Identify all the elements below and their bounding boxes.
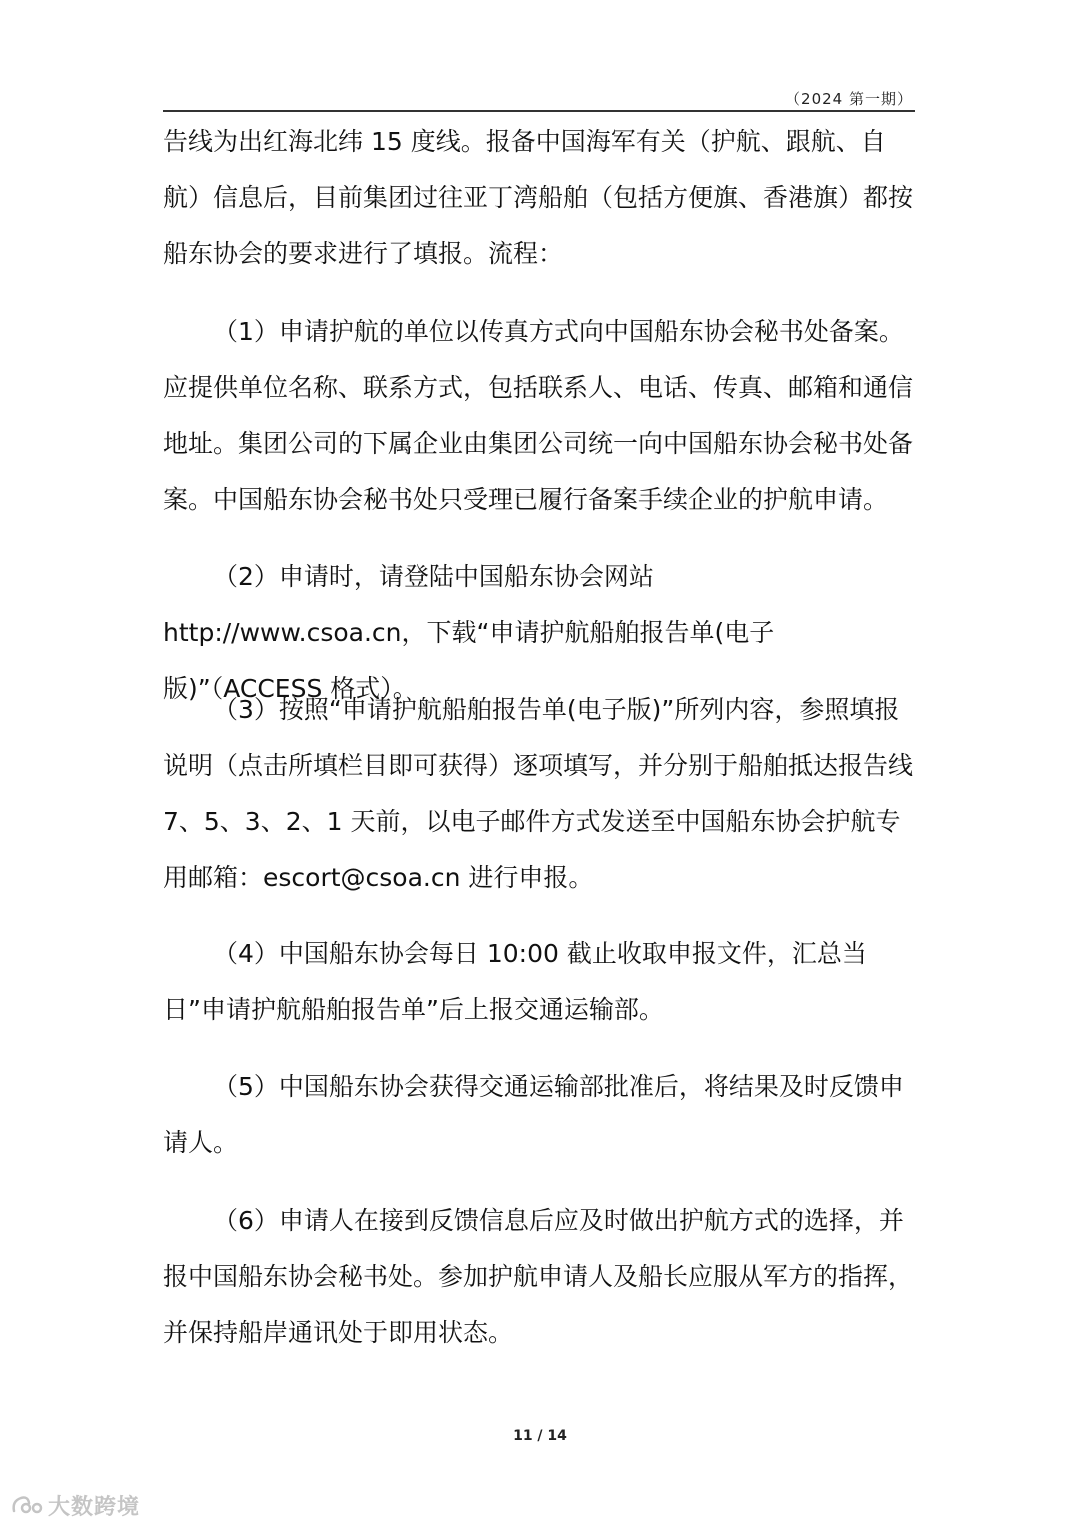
paragraph-step-4: （4）中国船东协会每日 10:00 截止收取申报文件，汇总当日”申请护航船舶报告单”后上报交通运输部。 — [163, 939, 867, 1024]
paragraph-step-6: （6）申请人在接到反馈信息后应及时做出护航方式的选择，并报中国船东协会秘书处。参加护航申请人及船长应服从军方的指挥，并保持船岸通讯处于即用状态。 — [163, 1206, 914, 1347]
paragraph-step-5: （5）中国船东协会获得交通运输部批准后，将结果及时反馈申请人。 — [163, 1072, 904, 1157]
watermark — [10, 1490, 140, 1520]
paragraph-step-3: （3）按照“申请护航船舶报告单(电子版)”所列内容，参照填报说明（点击所填栏目即可获得）逐项填写，并分别于船舶抵达报告线 7、5、3、2、1 天前，以电子邮件方式发送至中国船东协会护航专用邮箱：escort@csoa.cn 进行申报。 — [163, 695, 914, 892]
issue-label: （2024 第一期） — [785, 90, 913, 108]
watermark-text: 大数跨境 — [48, 1494, 141, 1520]
page-number: 11 / 14 — [513, 1428, 567, 1444]
paragraph-step-2: （2）申请时，请登陆中国船东协会网站 http://www.csoa.cn，下载“申请护航船舶报告单(电子版)”（ACCESS 格式）。 — [163, 562, 775, 703]
paragraph-intro: 告线为出红海北纬 15 度线。报备中国海军有关（护航、跟航、自航）信息后，目前集团过往亚丁湾船舶（包括方便旗、香港旗）都按船东协会的要求进行了填报。流程： — [163, 127, 914, 268]
page-header — [163, 86, 915, 110]
header-rule — [163, 110, 915, 112]
watermark-logo-icon — [10, 1493, 44, 1517]
paragraph-step-1: （1）申请护航的单位以传真方式向中国船东协会秘书处备案。应提供单位名称、联系方式，包括联系人、电话、传真、邮箱和通信地址。集团公司的下属企业由集团公司统一向中国船东协会秘书处备案。中国船东协会秘书处只受理已履行备案手续企业的护航申请。 — [163, 317, 914, 514]
